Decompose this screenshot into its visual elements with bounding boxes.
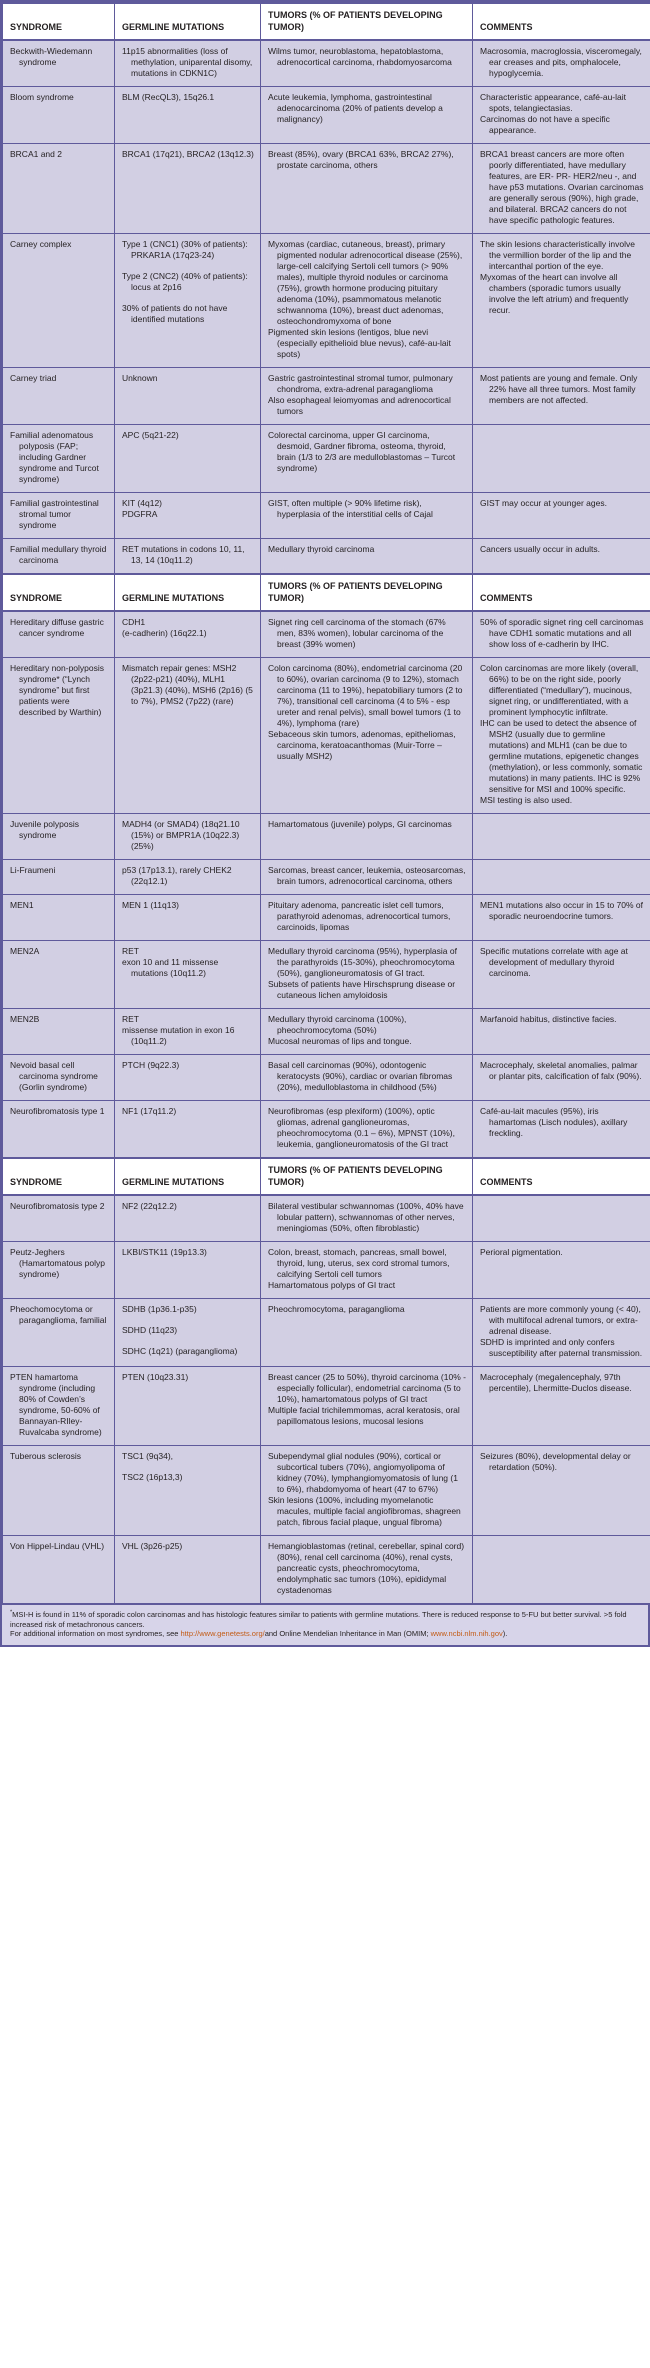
cell-paragraph: RET (122, 1014, 139, 1024)
cell-paragraph: Type 1 (CNC1) (30% of patients): PRKAR1A (17q23-24) (122, 239, 248, 260)
syndrome-cell (3, 40, 115, 87)
syndrome-cell (3, 368, 115, 425)
omim-link[interactable]: www.ncbi.nlm.nih.gov (430, 1629, 503, 1638)
cell-paragraph: BRCA1 and 2 (10, 149, 62, 159)
cell-paragraph: CDH1 (122, 617, 146, 627)
cell-paragraph: SDHD is imprinted and only confers susceptibility after paternal transmission. (480, 1337, 643, 1358)
cell-paragraph: PTCH (9q22.3) (122, 1060, 180, 1070)
tumors-cell (261, 1536, 473, 1604)
table-row (3, 860, 650, 895)
syndrome-cell (3, 1299, 115, 1367)
syndrome-cell (3, 1367, 115, 1446)
table-row (3, 40, 650, 87)
table-row (3, 1101, 650, 1159)
cell-paragraph: Neurofibromas (esp plexiform) (100%), optic gliomas, adrenal ganglioneuromas, pheochromocytoma (0.1 – 6%), MPNST (10%), leukemia, ganglioneuromatosis of the GI tract (268, 1106, 455, 1149)
mutations-cell (115, 1195, 261, 1242)
comments-cell (473, 941, 650, 1009)
cell-paragraph: 50% of sporadic signet ring cell carcinomas have CDH1 somatic mutations and all show loss of e-cadherin by IHC. (480, 617, 644, 649)
tumors-cell (261, 1242, 473, 1299)
cell-paragraph: PTEN hamartoma syndrome (including 80% of Cowden’s syndrome, 50-60% of Bannayan-RIley-Ruvalcaba syndrome) (10, 1372, 102, 1437)
cell-paragraph: BRCA1 breast cancers are more often poorly differentiated, have medullary features, are ER- PR- HER2/neu -, and have p53 mutations. Ovarian carcinomas are generally serous (90%), high grade, and bilateral. BRCA2 cancers do not have specific pathologic features. (480, 149, 644, 225)
comments-cell (473, 611, 650, 658)
table-row (3, 144, 650, 234)
tumors-cell (261, 860, 473, 895)
paragraph-spacer (122, 1462, 254, 1472)
cell-paragraph: Medullary thyroid carcinoma (100%), pheochromocytoma (50%) (268, 1014, 407, 1035)
comments-cell (473, 144, 650, 234)
mutations-cell (115, 144, 261, 234)
mutations-cell (115, 539, 261, 575)
cell-paragraph: Beckwith-Wiedemann syndrome (10, 46, 93, 67)
cell-paragraph: Carney complex (10, 239, 72, 249)
genetests-link[interactable]: http://www.genetests.org/ (180, 1629, 265, 1638)
mutations-cell (115, 1299, 261, 1367)
comments-cell (473, 425, 650, 493)
cell-paragraph: IHC can be used to detect the absence of MSH2 (usually due to germline mutations) and MLH1 (can be due to germline mutations, epigenetic changes (methylation), or less commonly, somatic mutations) in many patients. IHC is 92% sensitive for MSI and 100% specific. (480, 718, 643, 794)
table-row (3, 539, 650, 575)
cell-paragraph: PTEN (10q23.31) (122, 1372, 189, 1382)
tumors-cell (261, 658, 473, 814)
cell-paragraph: Carney triad (10, 373, 57, 383)
cell-paragraph: NF1 (17q11.2) (122, 1106, 177, 1116)
cell-paragraph: Breast cancer (25 to 50%), thyroid carcinoma (10% - especially follicular), endometrial carcinoma (5 to 10%), hamartomatous polyps of GI tract (268, 1372, 466, 1404)
header-row (3, 3, 650, 40)
cell-paragraph: Hamartomatous (juvenile) polyps, GI carcinomas (268, 819, 452, 829)
cell-paragraph: BLM (RecQL3), 15q26.1 (122, 92, 215, 102)
cell-paragraph: Unknown (122, 373, 158, 383)
table-row (3, 1055, 650, 1101)
cell-paragraph: Signet ring cell carcinoma of the stomach (67% men, 83% women), lobular carcinoma of the breast (39% women) (268, 617, 446, 649)
comments-cell (473, 368, 650, 425)
column-header-mutations: GERMLINE MUTATIONS (115, 1158, 261, 1195)
syndrome-cell (3, 1195, 115, 1242)
cell-paragraph: Perioral pigmentation. (480, 1247, 563, 1257)
cell-paragraph: Seizures (80%), developmental delay or retardation (50%). (480, 1451, 631, 1472)
syndrome-cell (3, 611, 115, 658)
tumors-cell (261, 1299, 473, 1367)
tumors-cell (261, 87, 473, 144)
cell-paragraph: (e-cadherin) (16q22.1) (122, 628, 207, 638)
tumors-cell (261, 493, 473, 539)
mutations-cell (115, 1009, 261, 1055)
syndrome-cell (3, 1009, 115, 1055)
mutations-cell (115, 368, 261, 425)
cell-paragraph: Pituitary adenoma, pancreatic islet cell tumors, parathyroid adenomas, adrenocortical tumors, carcinoids, lipomas (268, 900, 451, 932)
syndrome-cell (3, 87, 115, 144)
table-row (3, 1195, 650, 1242)
comments-cell (473, 1299, 650, 1367)
column-header-comments: COMMENTS (473, 574, 650, 611)
cell-paragraph: exon 10 and 11 missense mutations (10q11.2) (122, 957, 219, 978)
syndrome-cell (3, 1055, 115, 1101)
cell-paragraph: The skin lesions characteristically involve the vermillion border of the lip and the intercanthal portion of the eye. (480, 239, 635, 271)
tumors-cell (261, 941, 473, 1009)
syndrome-cell (3, 1242, 115, 1299)
cell-paragraph: Multiple facial trichilemmomas, acral keratosis, oral papillomatous lesions, mucosal lesions (268, 1405, 460, 1426)
tumors-cell (261, 425, 473, 493)
cell-paragraph: Subsets of patients have Hirschsprung disease or cutaneous lichen amyloidosis (268, 979, 456, 1000)
cell-paragraph: Neurofibromatosis type 1 (10, 1106, 105, 1116)
footnote-text-4: ). (502, 1629, 508, 1638)
table-row (3, 1367, 650, 1446)
table-row (3, 941, 650, 1009)
table-row (3, 425, 650, 493)
mutations-cell (115, 1101, 261, 1159)
comments-cell (473, 1446, 650, 1536)
cell-paragraph: TSC1 (9q34), (122, 1451, 174, 1461)
cell-paragraph: GIST may occur at younger ages. (480, 498, 607, 508)
cell-paragraph: Marfanoid habitus, distinctive facies. (480, 1014, 617, 1024)
mutations-cell (115, 860, 261, 895)
cell-paragraph: Pheochromocytoma, paraganglioma (268, 1304, 405, 1314)
comments-cell (473, 895, 650, 941)
cell-paragraph: Colon, breast, stomach, pancreas, small bowel, thyroid, lung, uterus, sex cord stromal tumors, calcifying Sertoli cell tumors (268, 1247, 450, 1279)
column-header-syndrome: SYNDROME (3, 1158, 115, 1195)
cell-paragraph: Pigmented skin lesions (lentigos, blue nevi (especially epithelioid blue nevus), café-au-lait spots) (268, 327, 451, 359)
syndrome-cell (3, 1446, 115, 1536)
syndrome-cell (3, 144, 115, 234)
comments-cell (473, 1367, 650, 1446)
cell-paragraph: Hamartomatous polyps of GI tract (268, 1280, 396, 1290)
cell-paragraph: Medullary thyroid carcinoma (268, 544, 375, 554)
comments-cell (473, 1536, 650, 1604)
syndrome-cell (3, 234, 115, 368)
footnote-text-1: MSI-H is found in 11% of sporadic colon carcinomas and has histologic features similar to patients with germline mutations. There is reduced response to 5-FU but better survival. >5 fold increased risk of metachronous cancers. (10, 1610, 627, 1629)
footnote-text-3: and Online Mendelian Inheritance in Man (OMIM; (264, 1629, 431, 1638)
cell-paragraph: Familial gastrointestinal stromal tumor syndrome (10, 498, 99, 530)
comments-cell (473, 658, 650, 814)
cell-paragraph: 30% of patients do not have identified mutations (122, 303, 228, 324)
mutations-cell (115, 1446, 261, 1536)
cell-paragraph: Gastric gastrointestinal stromal tumor, pulmonary chondroma, extra-adrenal paraganglioma (268, 373, 453, 394)
cell-paragraph: Type 2 (CNC2) (40% of patients): locus at 2p16 (122, 271, 248, 292)
column-header-tumors: TUMORS (% OF PATIENTS DEVELOPING TUMOR) (261, 3, 473, 40)
cell-paragraph: SDHC (1q21) (paraganglioma) (122, 1346, 238, 1356)
table-row (3, 895, 650, 941)
syndrome-cell (3, 425, 115, 493)
cell-paragraph: Skin lesions (100%, including myomelanotic macules, multiple facial angiofibromas, shagreen patch, fibrous facial plaque, ungual fibroma) (268, 1495, 461, 1527)
comments-cell (473, 1055, 650, 1101)
syndrome-cell (3, 895, 115, 941)
comments-cell (473, 1101, 650, 1159)
mutations-cell (115, 941, 261, 1009)
tumors-cell (261, 40, 473, 87)
mutations-cell (115, 493, 261, 539)
cell-paragraph: RET mutations in codons 10, 11, 13, 14 (10q11.2) (122, 544, 245, 565)
cell-paragraph: Neurofibromatosis type 2 (10, 1201, 105, 1211)
cell-paragraph: Colon carcinoma (80%), endometrial carcinoma (20 to 60%), ovarian carcinoma (9 to 12%), stomach carcinoma (11 to 19%), hepatobiliary tumors (2 to 7%), transitional cell carcinoma (4 to 5% - esp ureter and renal pelvis), small bowel tumors (1 to 4%), lymphoma (rare) (268, 663, 463, 728)
comments-cell (473, 234, 650, 368)
comments-cell (473, 1242, 650, 1299)
tumors-cell (261, 144, 473, 234)
cell-paragraph: Bloom syndrome (10, 92, 74, 102)
paragraph-spacer (122, 261, 254, 271)
cell-paragraph: MSI testing is also used. (480, 795, 573, 805)
cell-paragraph: Myxomas (cardiac, cutaneous, breast), primary pigmented nodular adrenocortical disease (25%), large-cell calcifying Sertoli cell tumors (> 90% males), multiple thyroid nodules or carcinoma (75%), growth hormone producing pituitary adenoma (10%), psammomatous melanotic schwannoma (10%), breast duct adenomas, osteochondromyxoma of bone (268, 239, 463, 326)
cell-paragraph: Hemangioblastomas (retinal, cerebellar, spinal cord) (80%), renal cell carcinoma (40%), renal cysts, pancreatic cysts, pheochromocytoma, endolymphatic sac tumors (10%), epididymal cystadenomas (268, 1541, 465, 1595)
footnote (2, 1604, 648, 1645)
comments-cell (473, 1009, 650, 1055)
mutations-cell (115, 1536, 261, 1604)
cell-paragraph: Wilms tumor, neuroblastoma, hepatoblastoma, adrenocortical carcinoma, rhabdomyosarcoma (268, 46, 452, 67)
cell-paragraph: MEN2A (10, 946, 40, 956)
syndrome-cell (3, 1536, 115, 1604)
cell-paragraph: Mismatch repair genes: MSH2 (2p22-p21) (40%), MLH1 (3p21.3) (40%), MSH6 (2p16) (5 to 7%), PMS2 (7p22) (rare) (122, 663, 253, 706)
header-row (3, 574, 650, 611)
table-row (3, 611, 650, 658)
cell-paragraph: Familial adenomatous polyposis (FAP; including Gardner syndrome and Turcot syndrome) (10, 430, 99, 484)
cell-paragraph: MEN 1 (11q13) (122, 900, 180, 910)
cell-paragraph: Carcinomas do not have a specific appearance. (480, 114, 610, 135)
mutations-cell (115, 1055, 261, 1101)
cell-paragraph: Von Hippel-Lindau (VHL) (10, 1541, 105, 1551)
table-row (3, 1242, 650, 1299)
cell-paragraph: MEN1 mutations also occur in 15 to 70% of sporadic neuroendocrine tumors. (480, 900, 643, 921)
paragraph-spacer (122, 293, 254, 303)
cell-paragraph: TSC2 (16p13,3) (122, 1472, 183, 1482)
comments-cell (473, 860, 650, 895)
cell-paragraph: Mucosal neuromas of lips and tongue. (268, 1036, 412, 1046)
cell-paragraph: 11p15 abnormalities (loss of methylation, uniparental disomy, mutations in CDKN1C) (122, 46, 253, 78)
tumors-cell (261, 1446, 473, 1536)
syndrome-cell (3, 814, 115, 860)
cell-paragraph: APC (5q21-22) (122, 430, 179, 440)
comments-cell (473, 539, 650, 575)
tumors-cell (261, 1367, 473, 1446)
column-header-tumors: TUMORS (% OF PATIENTS DEVELOPING TUMOR) (261, 574, 473, 611)
cell-paragraph: Hereditary non-polyposis syndrome* (“Lynch syndrome” but first patients were described by Warthin) (10, 663, 105, 717)
cell-paragraph: Juvenile polyposis syndrome (10, 819, 79, 840)
tumors-cell (261, 611, 473, 658)
cell-paragraph: Specific mutations correlate with age at development of medullary thyroid carcinoma. (480, 946, 628, 978)
mutations-cell (115, 895, 261, 941)
cell-paragraph: MEN1 (10, 900, 34, 910)
cell-paragraph: GIST, often multiple (> 90% lifetime risk), hyperplasia of the interstitial cells of Cajal (268, 498, 433, 519)
cell-paragraph: Café-au-lait macules (95%), iris hamartomas (Lisch nodules), axillary freckling. (480, 1106, 628, 1138)
cell-paragraph: Myxomas of the heart can involve all chambers (sporadic tumors usually involve the left atrium) and frequently recur. (480, 272, 629, 315)
footnote-line-1 (10, 1610, 640, 1629)
paragraph-spacer (122, 1315, 254, 1325)
syndrome-cell (3, 539, 115, 575)
tumors-cell (261, 368, 473, 425)
mutations-cell (115, 658, 261, 814)
cell-paragraph: Breast (85%), ovary (BRCA1 63%, BRCA2 27%), prostate carcinoma, others (268, 149, 454, 170)
cell-paragraph: Tuberous sclerosis (10, 1451, 82, 1461)
syndrome-table (2, 2, 650, 1604)
cell-paragraph: Li-Fraumeni (10, 865, 56, 875)
footnote-marker: * (10, 1609, 13, 1616)
column-header-syndrome: SYNDROME (3, 3, 115, 40)
cell-paragraph: MADH4 (or SMAD4) (18q21.10 (15%) or BMPR1A (10q22.3) (25%) (122, 819, 240, 851)
table-row (3, 1536, 650, 1604)
cell-paragraph: NF2 (22q12.2) (122, 1201, 177, 1211)
cell-paragraph: Also esophageal leiomyomas and adrenocortical tumors (268, 395, 451, 416)
cell-paragraph: Bilateral vestibular schwannomas (100%, 40% have lobular pattern), schwannomas of other nerves, meningiomas (50%, often fibroblastic) (268, 1201, 464, 1233)
mutations-cell (115, 425, 261, 493)
cell-paragraph: Peutz-Jeghers (Hamartomatous polyp syndrome) (10, 1247, 105, 1279)
column-header-mutations: GERMLINE MUTATIONS (115, 3, 261, 40)
syndrome-cell (3, 1101, 115, 1159)
cell-paragraph: Cancers usually occur in adults. (480, 544, 601, 554)
table-row (3, 658, 650, 814)
mutations-cell (115, 1242, 261, 1299)
table-row (3, 1446, 650, 1536)
cell-paragraph: Characteristic appearance, café-au-lait spots, telangiectasias. (480, 92, 626, 113)
cell-paragraph: Familial medullary thyroid carcinoma (10, 544, 107, 565)
table-row (3, 493, 650, 539)
tumors-cell (261, 234, 473, 368)
comments-cell (473, 493, 650, 539)
mutations-cell (115, 1367, 261, 1446)
table-row (3, 368, 650, 425)
cell-paragraph: p53 (17p13.1), rarely CHEK2 (22q12.1) (122, 865, 232, 886)
paragraph-spacer (122, 1336, 254, 1346)
tumors-cell (261, 1195, 473, 1242)
comments-cell (473, 87, 650, 144)
tumors-cell (261, 895, 473, 941)
syndrome-cell (3, 941, 115, 1009)
syndrome-cell (3, 860, 115, 895)
cell-paragraph: Sebaceous skin tumors, adenomas, epitheliomas, carcinoma, keratoacanthomas (Muir-Torre – usually MSH2) (268, 729, 456, 761)
syndrome-table-body (3, 3, 650, 1604)
mutations-cell (115, 40, 261, 87)
cell-paragraph: Macrocephaly, skeletal anomalies, palmar or plantar pits, calcification of falx (90%). (480, 1060, 642, 1081)
cell-paragraph: Most patients are young and female. Only 22% have all three tumors. Most family members are not affected. (480, 373, 638, 405)
cell-paragraph: VHL (3p26-p25) (122, 1541, 183, 1551)
cell-paragraph: Colorectal carcinoma, upper GI carcinoma, desmoid, Gardner fibroma, osteoma, thyroid, brain (1/3 to 2/3 are medulloblastomas – Turcot syndrome) (268, 430, 456, 473)
cell-paragraph: Medullary thyroid carcinoma (95%), hyperplasia of the parathyroids (15-30%), pheochromocytoma (50%), ganglioneuromatosis of GI tract. (268, 946, 457, 978)
cell-paragraph: Acute leukemia, lymphoma, gastrointestinal adenocarcinoma (20% of patients develop a malignancy) (268, 92, 443, 124)
cell-paragraph: Colon carcinomas are more likely (overall, 66%) to be on the right side, poorly differentiated (“medullary”), mucinous, signet ring, or undifferentiated, with a prominent lymphocytic infiltrate. (480, 663, 639, 717)
table-row (3, 234, 650, 368)
cell-paragraph: Macrocephaly (megalencephaly, 97th percentile), Lhermitte-Duclos disease. (480, 1372, 632, 1393)
column-header-mutations: GERMLINE MUTATIONS (115, 574, 261, 611)
tumors-cell (261, 1101, 473, 1159)
table-row (3, 87, 650, 144)
footnote-line-2 (10, 1629, 640, 1639)
cell-paragraph: Pheochomocytoma or paraganglioma, familial (10, 1304, 107, 1325)
cell-paragraph: SDHD (11q23) (122, 1325, 178, 1335)
cell-paragraph: SDHB (1p36.1-p35) (122, 1304, 197, 1314)
cell-paragraph: MEN2B (10, 1014, 40, 1024)
cell-paragraph: Hereditary diffuse gastric cancer syndrome (10, 617, 104, 638)
mutations-cell (115, 87, 261, 144)
header-row (3, 1158, 650, 1195)
syndrome-cell (3, 658, 115, 814)
comments-cell (473, 1195, 650, 1242)
tumors-cell (261, 1009, 473, 1055)
footnote-text-2: For additional information on most syndromes, see (10, 1629, 181, 1638)
table-row (3, 1299, 650, 1367)
column-header-syndrome: SYNDROME (3, 574, 115, 611)
tumors-cell (261, 814, 473, 860)
cell-paragraph: PDGFRA (122, 509, 158, 519)
cell-paragraph: missense mutation in exon 16 (10q11.2) (122, 1025, 235, 1046)
cell-paragraph: Sarcomas, breast cancer, leukemia, osteosarcomas, brain tumors, adrenocortical carcinoma, others (268, 865, 466, 886)
mutations-cell (115, 611, 261, 658)
column-header-comments: COMMENTS (473, 3, 650, 40)
comments-cell (473, 814, 650, 860)
tumors-cell (261, 539, 473, 575)
comments-cell (473, 40, 650, 87)
tumors-cell (261, 1055, 473, 1101)
mutations-cell (115, 234, 261, 368)
cell-paragraph: RET (122, 946, 139, 956)
cell-paragraph: Basal cell carcinomas (90%), odontogenic keratocysts (90%), cardiac or ovarian fibromas (20%), medulloblastoma in childhood (5%) (268, 1060, 453, 1092)
cell-paragraph: Macrosomia, macroglossia, visceromegaly, ear creases and pits, omphalocele, hypoglycemia. (480, 46, 642, 78)
column-header-comments: COMMENTS (473, 1158, 650, 1195)
cell-paragraph: Patients are more commonly young (< 40), with multifocal adrenal tumors, or extra-adrenal disease. (480, 1304, 641, 1336)
table-row (3, 1009, 650, 1055)
cell-paragraph: KIT (4q12) (122, 498, 163, 508)
cell-paragraph: BRCA1 (17q21), BRCA2 (13q12.3) (122, 149, 254, 159)
syndrome-cell (3, 493, 115, 539)
cell-paragraph: Subependymal glial nodules (90%), cortical or subcortical tubers (70%), angiomyolipoma of kidney (70%), lymphangiomyomatosis of lung (1 to 6%), rhabdomyoma of heart (47 to 67%) (268, 1451, 458, 1494)
column-header-tumors: TUMORS (% OF PATIENTS DEVELOPING TUMOR) (261, 1158, 473, 1195)
table-row (3, 814, 650, 860)
mutations-cell (115, 814, 261, 860)
cell-paragraph: LKBI/STK11 (19p13.3) (122, 1247, 207, 1257)
cell-paragraph: Nevoid basal cell carcinoma syndrome (Gorlin syndrome) (10, 1060, 98, 1092)
